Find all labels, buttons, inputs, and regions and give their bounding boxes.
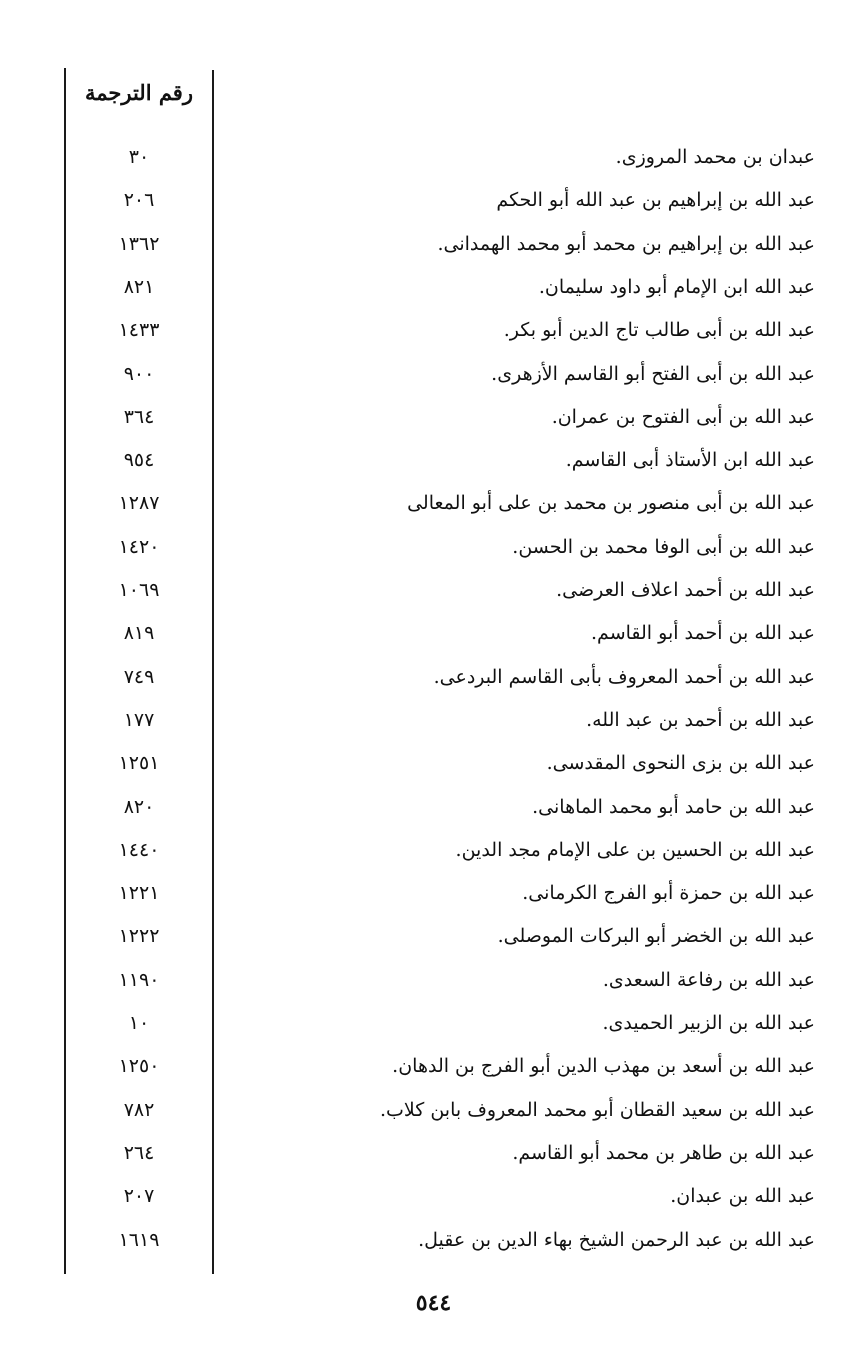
entry-number: ٢٠٦	[123, 189, 155, 212]
entry-name: عبد الله بن رفاعة السعدى.	[602, 968, 815, 991]
list-item	[0, 1093, 867, 1133]
entry-name: عبد الله بن إبراهيم بن عبد الله أبو الحكم	[496, 189, 815, 212]
list-item	[0, 1223, 867, 1263]
entry-number: ١٦١٩	[118, 1228, 160, 1251]
entry-name: عبد الله بن أبى الفتوح بن عمران.	[551, 405, 815, 428]
list-item	[0, 183, 867, 223]
list-item	[0, 616, 867, 656]
entry-number: ١٢٥٠	[118, 1055, 160, 1078]
entry-number: ٨١٩	[123, 622, 155, 645]
entry-number: ٧٤٩	[123, 665, 155, 688]
list-item	[0, 1136, 867, 1176]
entry-number: ٨٢٠	[123, 795, 155, 818]
entry-name: عبد الله بن أحمد المعروف بأبى القاسم البردعى.	[433, 665, 815, 688]
entry-number: ١٢٥١	[118, 752, 160, 775]
list-item	[0, 140, 867, 180]
list-item	[0, 1006, 867, 1046]
entry-name: عبدان بن محمد المروزى.	[615, 146, 815, 168]
list-item	[0, 357, 867, 397]
entry-name: عبد الله بن أبى الفتح أبو القاسم الأزهرى.	[491, 362, 815, 385]
list-item	[0, 833, 867, 873]
entry-number: ٢٦٤	[123, 1141, 155, 1164]
entry-number: ١٠٦٩	[118, 579, 160, 601]
entry-number: ٢٠٧	[123, 1185, 155, 1208]
list-item	[0, 270, 867, 310]
list-item	[0, 746, 867, 786]
entry-name: عبد الله بن بزى النحوى المقدسى.	[546, 752, 815, 775]
entry-name: عبد الله بن عبدان.	[670, 1185, 815, 1208]
entry-name: عبد الله بن أسعد بن مهذب الدين أبو الفرج بن الدهان.	[392, 1055, 815, 1078]
entry-name: عبد الله بن الزبير الحميدى.	[602, 1012, 815, 1034]
list-item	[0, 573, 867, 613]
entry-number: ١١٩٠	[118, 968, 160, 991]
entry-name: عبد الله بن عبد الرحمن الشيخ بهاء الدين بن عقيل.	[418, 1228, 815, 1251]
list-item	[0, 660, 867, 700]
column-title: رقم الترجمة	[84, 80, 193, 105]
list-item	[0, 486, 867, 526]
entry-number: ١٤٤٠	[118, 838, 160, 861]
entry-number: ١٢٨٧	[118, 492, 160, 515]
entry-number: ٣٠	[128, 146, 150, 168]
entry-name: عبد الله بن أبى منصور بن محمد بن على أبو المعالى	[407, 492, 815, 515]
entry-number: ١٢٢٢	[118, 925, 160, 948]
entry-name: عبد الله بن أحمد اعلاف العرضى.	[556, 579, 815, 601]
list-item	[0, 400, 867, 440]
entry-number: ٩٠٠	[123, 362, 155, 385]
list-item	[0, 919, 867, 959]
entry-number: ١٤٢٠	[118, 535, 160, 558]
entry-name: عبد الله بن طاهر بن محمد أبو القاسم.	[512, 1141, 815, 1164]
list-item	[0, 876, 867, 916]
page-number: ٥٤٤	[415, 1290, 452, 1316]
entry-number: ١٠	[128, 1012, 150, 1034]
entry-name: عبد الله بن سعيد القطان أبو محمد المعروف بابن كلاب.	[380, 1098, 815, 1121]
list-item	[0, 703, 867, 743]
list-item	[0, 443, 867, 483]
entry-name: عبد الله بن الخضر أبو البركات الموصلى.	[497, 925, 815, 948]
entry-number: ١٧٧	[123, 708, 155, 731]
entry-name: عبد الله بن الحسين بن على الإمام مجد الدين.	[455, 838, 815, 861]
list-item	[0, 227, 867, 267]
entry-name: عبد الله بن أبى الوفا محمد بن الحسن.	[512, 535, 815, 558]
list-item	[0, 313, 867, 353]
entry-number: ١٢٢١	[118, 882, 160, 905]
list-item	[0, 790, 867, 830]
entry-number: ١٤٣٣	[118, 319, 160, 342]
entry-name: عبد الله بن أبى طالب تاج الدين أبو بكر.	[503, 319, 815, 342]
entry-name: عبد الله بن إبراهيم بن محمد أبو محمد الهمدانى.	[437, 232, 815, 255]
list-item	[0, 1049, 867, 1089]
entry-number: ٩٥٤	[123, 449, 155, 472]
entry-name: عبد الله بن أحمد أبو القاسم.	[591, 622, 815, 645]
entry-number: ٧٨٢	[123, 1098, 155, 1121]
entry-number: ١٣٦٢	[118, 232, 160, 255]
entry-name: عبد الله ابن الإمام أبو داود سليمان.	[538, 275, 815, 298]
list-item	[0, 1179, 867, 1219]
entry-name: عبد الله بن حمزة أبو الفرج الكرمانى.	[522, 882, 815, 905]
entry-number: ٨٢١	[123, 275, 155, 298]
entry-name: عبد الله بن أحمد بن عبد الله.	[586, 708, 815, 731]
entry-name: عبد الله بن حامد أبو محمد الماهانى.	[532, 795, 815, 818]
list-item	[0, 963, 867, 1003]
entry-name: عبد الله ابن الأستاذ أبى القاسم.	[565, 449, 815, 472]
list-item	[0, 530, 867, 570]
entry-number: ٣٦٤	[123, 405, 155, 428]
